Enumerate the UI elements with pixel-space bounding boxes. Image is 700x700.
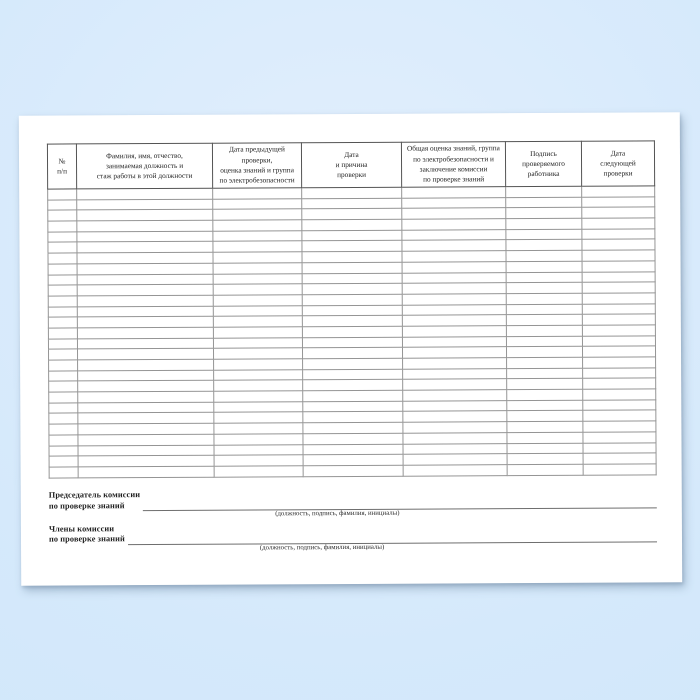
- empty-table-cell: [402, 294, 506, 305]
- empty-table-cell: [213, 337, 302, 348]
- table-row: [49, 464, 656, 478]
- empty-table-cell: [402, 229, 506, 240]
- empty-table-cell: [303, 390, 403, 401]
- empty-table-cell: [48, 232, 77, 243]
- empty-table-cell: [583, 410, 656, 421]
- empty-table-cell: [303, 454, 403, 465]
- empty-table-cell: [214, 412, 303, 423]
- empty-table-cell: [49, 413, 78, 424]
- empty-table-cell: [48, 339, 77, 350]
- empty-table-cell: [78, 391, 214, 402]
- empty-table-cell: [77, 252, 213, 263]
- empty-table-cell: [583, 389, 656, 400]
- empty-table-cell: [403, 379, 507, 390]
- empty-table-cell: [583, 378, 656, 389]
- empty-table-cell: [49, 445, 78, 456]
- empty-table-cell: [48, 210, 77, 221]
- empty-table-cell: [506, 347, 582, 358]
- empty-table-cell: [507, 400, 583, 411]
- empty-table-cell: [214, 391, 303, 402]
- empty-table-cell: [78, 402, 214, 413]
- empty-table-cell: [302, 315, 402, 326]
- empty-table-cell: [582, 239, 655, 250]
- empty-table-cell: [77, 338, 213, 349]
- empty-table-cell: [213, 241, 302, 252]
- empty-table-cell: [77, 263, 213, 274]
- empty-table-cell: [507, 453, 583, 464]
- empty-table-cell: [402, 251, 506, 262]
- empty-table-cell: [506, 186, 582, 197]
- empty-table-cell: [506, 229, 582, 240]
- empty-table-cell: [49, 467, 78, 478]
- empty-table-cell: [303, 358, 403, 369]
- empty-table-cell: [213, 198, 302, 209]
- empty-table-cell: [303, 401, 403, 412]
- empty-table-cell: [302, 348, 402, 359]
- empty-table-cell: [582, 197, 655, 208]
- empty-table-cell: [49, 371, 78, 382]
- journal-table: [47, 140, 657, 478]
- empty-table-cell: [582, 303, 655, 314]
- chairman-signature-line: [143, 487, 657, 511]
- empty-table-cell: [302, 251, 402, 262]
- empty-table-cell: [507, 432, 583, 443]
- empty-table-cell: [213, 263, 302, 274]
- empty-table-cell: [402, 197, 506, 208]
- chairman-line-caption: (должность, подпись, фамилия, инициалы): [275, 509, 400, 518]
- empty-table-cell: [77, 306, 213, 317]
- empty-table-cell: [77, 274, 213, 285]
- empty-table-cell: [49, 381, 78, 392]
- empty-table-cell: [582, 293, 655, 304]
- empty-table-cell: [49, 456, 78, 467]
- empty-table-cell: [48, 264, 77, 275]
- empty-table-cell: [48, 200, 77, 211]
- empty-table-cell: [507, 443, 583, 454]
- empty-table-cell: [583, 442, 656, 453]
- empty-table-cell: [583, 368, 656, 379]
- empty-table-cell: [506, 293, 582, 304]
- empty-table-cell: [507, 464, 583, 475]
- column-header-1: № п/п: [47, 144, 76, 189]
- empty-table-cell: [403, 465, 507, 476]
- empty-table-cell: [49, 392, 78, 403]
- empty-table-cell: [48, 306, 77, 317]
- empty-table-cell: [402, 304, 506, 315]
- empty-table-cell: [77, 210, 213, 221]
- empty-table-cell: [302, 230, 402, 241]
- empty-table-cell: [214, 455, 303, 466]
- empty-table-cell: [583, 464, 656, 475]
- empty-table-cell: [78, 455, 214, 466]
- empty-table-cell: [402, 208, 506, 219]
- empty-table-cell: [48, 317, 77, 328]
- empty-table-cell: [303, 422, 403, 433]
- empty-table-cell: [402, 261, 506, 272]
- empty-table-cell: [48, 253, 77, 264]
- empty-table-cell: [582, 282, 655, 293]
- empty-table-cell: [48, 285, 77, 296]
- empty-table-cell: [582, 336, 655, 347]
- empty-table-cell: [402, 219, 506, 230]
- empty-table-cell: [78, 381, 214, 392]
- empty-table-cell: [213, 295, 302, 306]
- empty-table-cell: [214, 380, 303, 391]
- empty-table-cell: [402, 315, 506, 326]
- empty-table-cell: [302, 283, 402, 294]
- empty-table-cell: [302, 241, 402, 252]
- empty-table-cell: [403, 368, 507, 379]
- empty-table-cell: [303, 465, 403, 476]
- empty-table-cell: [507, 411, 583, 422]
- empty-table-cell: [78, 423, 214, 434]
- empty-table-cell: [303, 433, 403, 444]
- empty-table-cell: [403, 390, 507, 401]
- column-header-5: Общая оценка знаний, группа по электробезопасности и заключение комиссии по проверке знаний: [401, 142, 505, 188]
- empty-table-cell: [582, 229, 655, 240]
- empty-table-cell: [302, 198, 402, 209]
- empty-table-cell: [48, 328, 77, 339]
- chairman-line-area: [140, 487, 657, 519]
- empty-table-cell: [402, 187, 506, 198]
- column-header-3: Дата предыдущей проверки, оценка знаний и группа по электробезопасности: [212, 143, 301, 188]
- empty-table-cell: [403, 422, 507, 433]
- signature-row-members: [49, 521, 657, 554]
- empty-table-cell: [213, 209, 302, 220]
- empty-table-cell: [77, 316, 213, 327]
- empty-table-cell: [78, 370, 214, 381]
- empty-table-cell: [582, 250, 655, 261]
- empty-table-cell: [213, 188, 302, 199]
- empty-table-cell: [582, 186, 655, 197]
- empty-table-cell: [506, 208, 582, 219]
- empty-table-cell: [302, 209, 402, 220]
- empty-table-cell: [302, 273, 402, 284]
- empty-table-cell: [303, 412, 403, 423]
- empty-table-cell: [77, 327, 213, 338]
- empty-table-cell: [78, 434, 214, 445]
- empty-table-cell: [77, 349, 213, 360]
- empty-table-cell: [213, 231, 302, 242]
- empty-table-cell: [48, 189, 77, 200]
- empty-table-cell: [213, 273, 302, 284]
- empty-table-cell: [214, 369, 303, 380]
- document-sheet: [19, 112, 682, 585]
- empty-table-cell: [402, 283, 506, 294]
- empty-table-cell: [214, 434, 303, 445]
- empty-table-cell: [403, 411, 507, 422]
- empty-table-cell: [506, 261, 582, 272]
- empty-table-cell: [214, 359, 303, 370]
- empty-table-cell: [403, 443, 507, 454]
- empty-table-cell: [506, 315, 582, 326]
- empty-table-cell: [507, 421, 583, 432]
- empty-table-cell: [583, 453, 656, 464]
- empty-table-cell: [302, 326, 402, 337]
- signature-block: [49, 487, 657, 553]
- empty-table-cell: [402, 272, 506, 283]
- empty-table-cell: [213, 305, 302, 316]
- empty-table-cell: [49, 360, 78, 371]
- empty-table-cell: [48, 221, 77, 232]
- members-line-caption: (должность, подпись, фамилия, инициалы): [259, 543, 385, 551]
- empty-table-cell: [507, 368, 583, 379]
- empty-table-cell: [77, 199, 213, 210]
- empty-table-cell: [402, 336, 506, 347]
- empty-table-cell: [214, 444, 303, 455]
- empty-table-cell: [302, 187, 402, 198]
- empty-table-cell: [506, 304, 582, 315]
- empty-table-cell: [506, 197, 582, 208]
- column-header-4: Дата и причина проверки: [301, 142, 401, 188]
- empty-table-cell: [78, 413, 214, 424]
- chairman-label: Председатель комиссии по проверке знаний: [48, 490, 141, 511]
- empty-table-cell: [213, 284, 302, 295]
- empty-table-cell: [77, 231, 213, 242]
- empty-table-cell: [302, 337, 402, 348]
- empty-table-cell: [49, 435, 78, 446]
- empty-table-cell: [78, 359, 214, 370]
- empty-table-cell: [78, 466, 214, 477]
- column-header-7: Дата следующей проверки: [581, 141, 654, 186]
- empty-table-cell: [506, 282, 582, 293]
- empty-table-cell: [49, 403, 78, 414]
- empty-table-cell: [583, 400, 656, 411]
- empty-table-cell: [77, 188, 213, 199]
- empty-table-cell: [214, 423, 303, 434]
- empty-table-cell: [582, 325, 655, 336]
- empty-table-cell: [49, 424, 78, 435]
- empty-table-cell: [403, 454, 507, 465]
- empty-table-cell: [506, 325, 582, 336]
- table-header-row: [47, 141, 654, 189]
- empty-table-cell: [507, 389, 583, 400]
- empty-table-cell: [402, 326, 506, 337]
- empty-table-cell: [77, 220, 213, 231]
- empty-table-cell: [582, 261, 655, 272]
- signature-row-chairman: [49, 487, 657, 520]
- empty-table-cell: [302, 219, 402, 230]
- empty-table-cell: [582, 346, 655, 357]
- empty-table-cell: [303, 369, 403, 380]
- empty-table-cell: [506, 218, 582, 229]
- empty-table-cell: [303, 380, 403, 391]
- empty-table-cell: [583, 432, 656, 443]
- empty-table-cell: [213, 348, 302, 359]
- members-signature-line: [128, 521, 657, 545]
- empty-table-cell: [302, 262, 402, 273]
- empty-table-cell: [402, 240, 506, 251]
- empty-table-cell: [77, 284, 213, 295]
- empty-table-cell: [214, 466, 303, 477]
- column-header-2: Фамилия, имя, отчество, занимаемая должность и стаж работы в этой должности: [76, 143, 212, 189]
- empty-table-cell: [507, 357, 583, 368]
- members-line-area: [125, 521, 657, 553]
- empty-table-cell: [402, 347, 506, 358]
- empty-table-cell: [582, 207, 655, 218]
- empty-table-cell: [214, 402, 303, 413]
- empty-table-cell: [213, 316, 302, 327]
- empty-table-cell: [507, 379, 583, 390]
- empty-table-cell: [506, 336, 582, 347]
- empty-table-cell: [48, 349, 77, 360]
- members-label: Члены комиссии по проверке знаний: [48, 523, 125, 544]
- column-header-6: Подпись проверяемого работника: [505, 141, 581, 186]
- empty-table-cell: [48, 242, 77, 253]
- empty-table-cell: [302, 294, 402, 305]
- empty-table-cell: [506, 240, 582, 251]
- empty-table-cell: [302, 305, 402, 316]
- empty-table-cell: [213, 327, 302, 338]
- empty-table-cell: [77, 295, 213, 306]
- empty-table-cell: [583, 421, 656, 432]
- empty-table-cell: [403, 432, 507, 443]
- empty-table-cell: [583, 357, 656, 368]
- empty-table-cell: [303, 444, 403, 455]
- empty-table-cell: [582, 271, 655, 282]
- empty-table-cell: [213, 220, 302, 231]
- empty-table-cell: [48, 274, 77, 285]
- empty-table-cell: [48, 296, 77, 307]
- empty-table-cell: [403, 358, 507, 369]
- empty-table-cell: [213, 252, 302, 263]
- empty-table-cell: [506, 250, 582, 261]
- empty-table-cell: [582, 218, 655, 229]
- empty-table-cell: [77, 242, 213, 253]
- empty-table-cell: [78, 445, 214, 456]
- empty-table-cell: [582, 314, 655, 325]
- empty-table-cell: [506, 272, 582, 283]
- empty-table-cell: [403, 400, 507, 411]
